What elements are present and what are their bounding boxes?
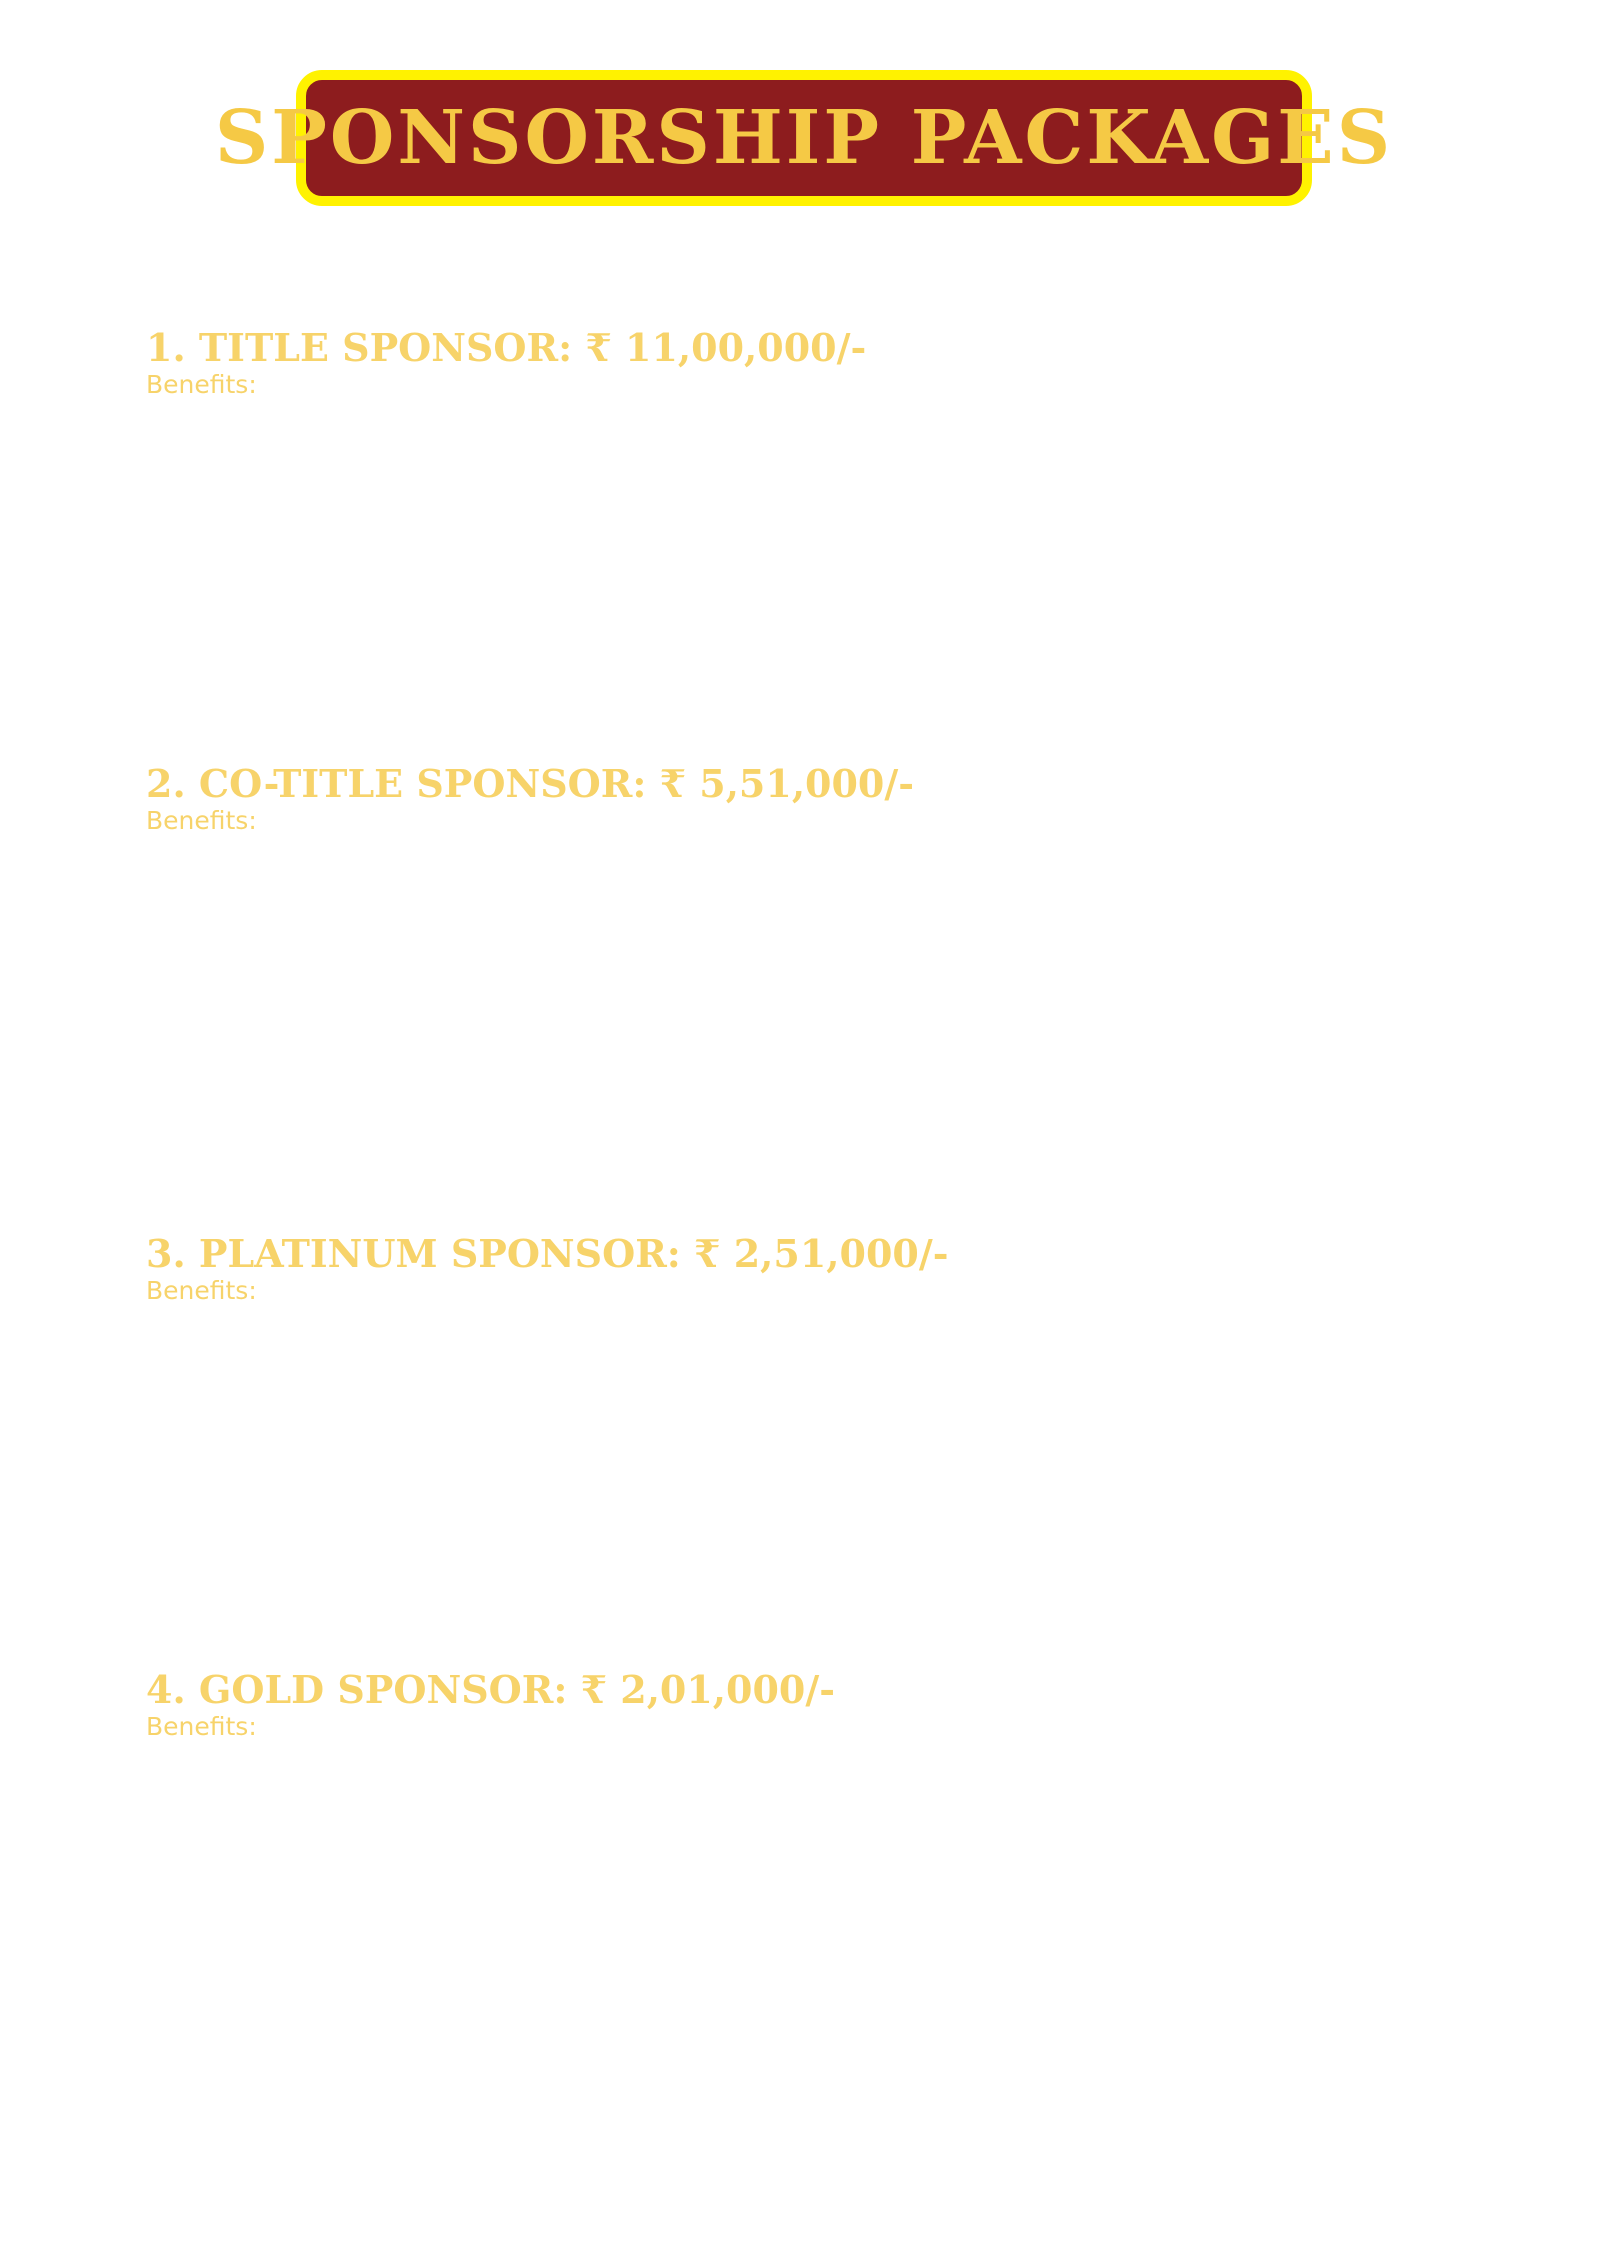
benefits-label: Benefits: bbox=[146, 1276, 257, 1305]
package-co-title-sponsor bbox=[146, 762, 914, 836]
package-title-sponsor bbox=[146, 326, 866, 400]
benefits-label: Benefits: bbox=[146, 370, 257, 399]
package-platinum-sponsor bbox=[146, 1232, 948, 1306]
benefits-label: Benefits: bbox=[146, 1712, 257, 1741]
package-heading: 3. PLATINUM SPONSOR: ₹ 2,51,000/- bbox=[146, 1231, 949, 1276]
package-heading: 2. CO-TITLE SPONSOR: ₹ 5,51,000/- bbox=[146, 761, 915, 806]
package-heading: 1. TITLE SPONSOR: ₹ 11,00,000/- bbox=[146, 325, 867, 370]
title-banner bbox=[214, 70, 1394, 206]
package-heading: 4. GOLD SPONSOR: ₹ 2,01,000/- bbox=[146, 1667, 836, 1712]
package-gold-sponsor bbox=[146, 1668, 835, 1742]
benefits-label: Benefits: bbox=[146, 806, 257, 835]
page-title: SPONSORSHIP PACKAGES bbox=[214, 95, 1394, 181]
